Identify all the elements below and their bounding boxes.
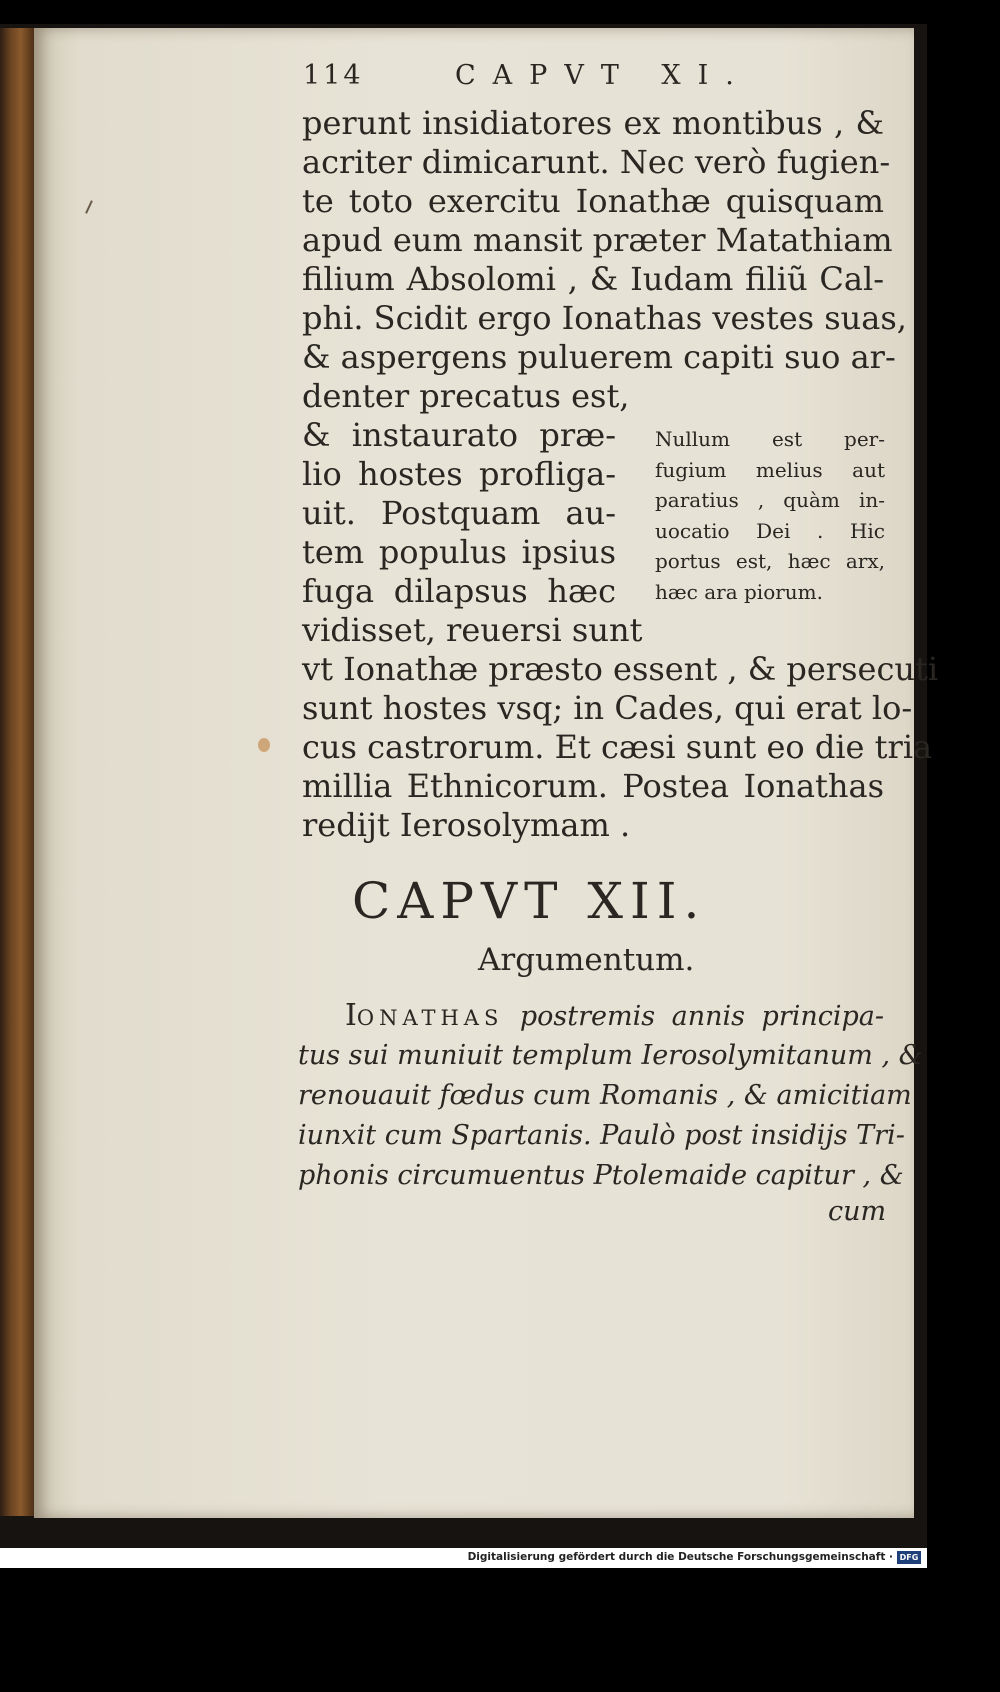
body-line: apud eum mansit præter Matathiam [302, 221, 893, 259]
argument-line: renouauit fœdus cum Romanis , & amicitiam [298, 1080, 912, 1111]
body-line: perunt insidiatores ex montibus , & [302, 104, 884, 142]
footer-bar [0, 1548, 927, 1568]
argument-line: phonis circumuentus Ptolemaide capitur , & [298, 1160, 904, 1191]
body-line: uit. Postquam au- [302, 494, 616, 532]
argument-text: postremis annis principa- [503, 1001, 884, 1032]
marginal-note-line: portus est, hæc arx, [655, 549, 885, 573]
body-line: lio hostes profliga- [302, 455, 616, 493]
marginal-note [655, 424, 885, 607]
body-line: redijt Ierosolymam . [302, 806, 631, 844]
body-line: fuga dilapsus hæc [302, 572, 616, 610]
argument-line [345, 996, 884, 1038]
funding-credit: Digitalisierung gefördert durch die Deutsche Forschungsgemeinschaft · [467, 1551, 893, 1563]
body-line: tem populus ipsius [302, 533, 616, 571]
paper-stain [258, 738, 270, 752]
chapter-heading: CAPVT XII. [352, 872, 707, 930]
running-head: CAPVT XI. [455, 60, 751, 91]
body-line: te toto exercitu Ionathæ quisquam [302, 182, 884, 220]
argument-initial: I [345, 998, 357, 1033]
body-line: millia Ethnicorum. Postea Ionathas [302, 767, 884, 805]
argument-line: iunxit cum Spartanis. Paulò post insidijs Tri- [298, 1120, 905, 1151]
body-line: cus castrorum. Et cæsi sunt eo die tria [302, 728, 933, 766]
marginal-note-line: paratius , quàm in- [655, 488, 885, 512]
body-line: sunt hostes vsq; in Cades, qui erat lo- [302, 689, 913, 727]
body-line: & aspergens puluerem capiti suo ar- [302, 338, 896, 376]
body-line: vt Ionathæ præsto essent , & persecuti [302, 650, 939, 688]
page-number: 114 [303, 60, 364, 91]
body-line: & instaurato præ- [302, 416, 616, 454]
marginal-note-line: hæc ara piorum. [655, 579, 824, 604]
marginal-note-line: fugium melius aut [655, 457, 885, 482]
argument-line: tus sui muniuit templum Ierosolymitanum , & [298, 1040, 923, 1071]
argument-title: Argumentum. [478, 942, 695, 978]
body-line: phi. Scidit ergo Ionathas vestes suas, [302, 299, 907, 337]
dfg-logo-icon: DFG [897, 1551, 921, 1564]
marginal-note-line: Nullum est per- [655, 427, 885, 451]
body-line: filium Absolomi , & Iudam filiũ Cal- [302, 260, 884, 298]
argument-smallcaps: ONATHAS [356, 1006, 504, 1030]
body-line: vidisset, reuersi sunt [302, 611, 643, 649]
body-line: acriter dimicarunt. Nec verò fugien- [302, 143, 891, 181]
book-spine-edge [0, 28, 38, 1516]
body-line: denter precatus est, [302, 377, 630, 415]
marginal-note-line: uocatio Dei . Hic [655, 518, 885, 543]
catchword: cum [828, 1196, 887, 1227]
